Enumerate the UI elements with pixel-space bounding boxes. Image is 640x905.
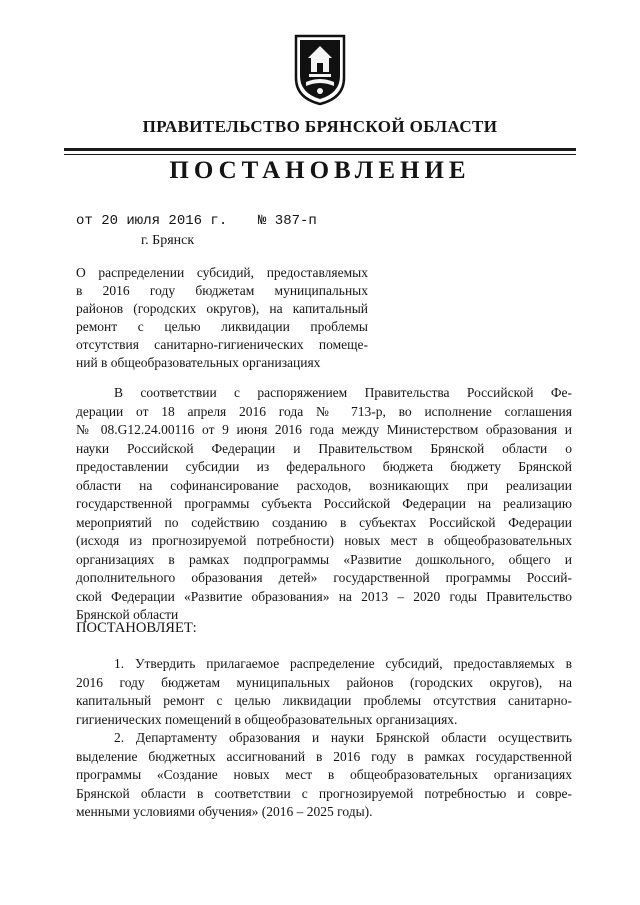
paragraph-line: дополнительного образования детей» государственной программы Россий- — [76, 570, 572, 585]
paragraph-line: (исходя из прогнозируемой потребности) новых мест в общеобразовательных — [76, 533, 572, 548]
subject-line: ремонт с целью ликвидации проблемы — [76, 319, 368, 334]
subject-line: районов (городских округов), на капитальный — [76, 301, 368, 316]
paragraph-line: выделение бюджетных ассигнований в 2016 году в рамках государственной — [76, 748, 572, 764]
paragraph-line: предоставлении субсидии из федерального бюджета бюджету Брянской — [76, 459, 572, 474]
subject-line: отсутствия санитарно-гигиенических помеще- — [76, 337, 368, 352]
paragraph-line: ской Федерации «Развитие образования» на 2013 – 2020 годы Правительство — [76, 588, 572, 604]
paragraph-line: мероприятий по содействию созданию в субъектах Российской Федерации — [76, 514, 572, 530]
paragraph-line: Брянской области — [76, 607, 179, 622]
document-subject — [76, 264, 368, 372]
document-type-title: ПОСТАНОВЛЕНИЕ — [169, 157, 471, 184]
paragraph-line: капитальный ремонт с целью ликвидации проблемы отсутствия санитарно- — [76, 693, 572, 708]
subject-line: в 2016 году бюджетам муниципальных — [76, 283, 368, 298]
paragraph-line: 2. Департаменту образования и науки Брянской области осуществить — [114, 730, 572, 745]
paragraph-line: менными условиями обучения» (2016 – 2025 годы). — [76, 804, 373, 819]
subject-line: О распределении субсидий, предоставляемых — [76, 265, 368, 280]
paragraph-line: организациях в рамках подпрограммы «Развитие дошкольного, общего и — [76, 551, 572, 567]
paragraph-line: гигиенических помещений в общеобразовательных организациях. — [76, 711, 458, 727]
paragraph-line: 1. Утвердить прилагаемое распределение субсидий, предоставляемых в — [114, 656, 572, 671]
document-date: от 20 июля 2016 г. — [76, 213, 228, 229]
paragraph-line: В соответствии с распоряжением Правительства Российской Фе- — [114, 385, 572, 400]
paragraph-line: Брянской области в соответствии с прогнозируемой потребностью и совре- — [76, 785, 572, 801]
header-rule-thick — [64, 148, 576, 151]
document-city: г. Брянск — [141, 233, 195, 248]
document-number: № 387-п — [258, 213, 317, 229]
preamble-paragraph — [76, 384, 572, 625]
paragraph-line: дерации от 18 апреля 2016 года № 713-р, во исполнение соглашения — [76, 403, 572, 419]
header-rule-thin — [64, 154, 576, 155]
decree-word: ПОСТАНОВЛЯЕТ: — [76, 620, 197, 636]
item-2-paragraph — [76, 729, 572, 822]
subject-line: ний в общеобразовательных организациях — [76, 355, 321, 370]
paragraph-line: программы «Создание новых мест в общеобразовательных организациях — [76, 767, 572, 782]
government-title: ПРАВИТЕЛЬСТВО БРЯНСКОЙ ОБЛАСТИ — [142, 117, 498, 136]
paragraph-line: области на софинансирование расходов, возникающих при реализации — [76, 477, 572, 493]
paragraph-line: государственной программы субъекта Российской Федерации на реализацию — [76, 496, 572, 511]
item-1-paragraph — [76, 655, 572, 729]
paragraph-line: № 08.G12.24.00116 от 9 июня 2016 года между Министерством образования и — [76, 422, 572, 437]
paragraph-line: 2016 году бюджетам муниципальных районов (городских округов), на — [76, 674, 572, 690]
coat-of-arms-icon — [292, 30, 348, 106]
paragraph-line: науки Российской Федерации и Правительством Брянской области о — [76, 440, 572, 456]
